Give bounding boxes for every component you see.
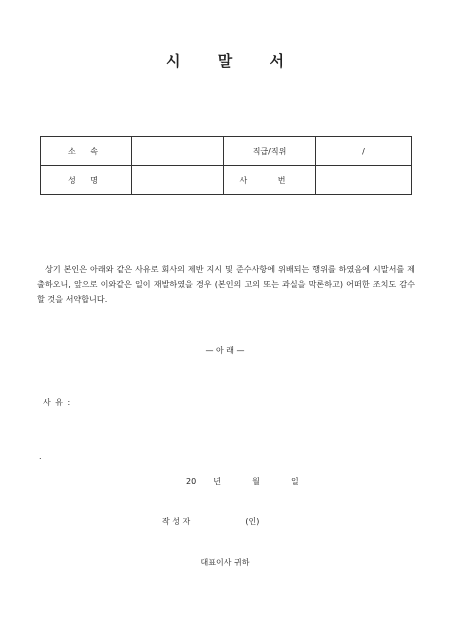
body-paragraph: 상기 본인은 아래와 같은 사유로 회사의 제반 지시 및 준수사항에 위배되는 행위를 하였음에 시말서를 제출하오니, 앞으로 이와같은 일이 재발하였을 경우 (본인의 고의 또는 과실을 막론하고) 어떠한 조치도 감수할 것을 서약합니다. xyxy=(37,264,415,304)
position-value[interactable]: / xyxy=(316,137,412,166)
table-row xyxy=(41,137,412,166)
name-label: 성 명 xyxy=(41,166,132,195)
table-row xyxy=(41,166,412,195)
writer-line xyxy=(162,516,259,527)
employee-id-value[interactable] xyxy=(316,166,412,195)
info-table xyxy=(40,136,412,195)
date-line xyxy=(186,476,299,487)
recipient: 대표이사 귀하 xyxy=(200,558,250,567)
month-label: 월 xyxy=(252,477,260,486)
writer-label: 작 성 자 xyxy=(162,517,191,526)
day-label: 일 xyxy=(290,477,299,486)
reason-dot: . xyxy=(39,452,42,461)
seal-mark: (인) xyxy=(245,517,260,526)
year-label: 년 xyxy=(213,477,222,486)
department-label: 소 속 xyxy=(41,137,132,166)
employee-id-label: 사 번 xyxy=(224,166,316,195)
department-value[interactable] xyxy=(132,137,224,166)
document-title: 시 말 서 xyxy=(166,52,300,70)
year-prefix: 20 xyxy=(186,477,197,486)
section-heading: — 아 래 — xyxy=(205,346,245,355)
reason-label: 사 유 : xyxy=(43,398,72,407)
name-value[interactable] xyxy=(132,166,224,195)
position-label: 직급/직위 xyxy=(224,137,316,166)
